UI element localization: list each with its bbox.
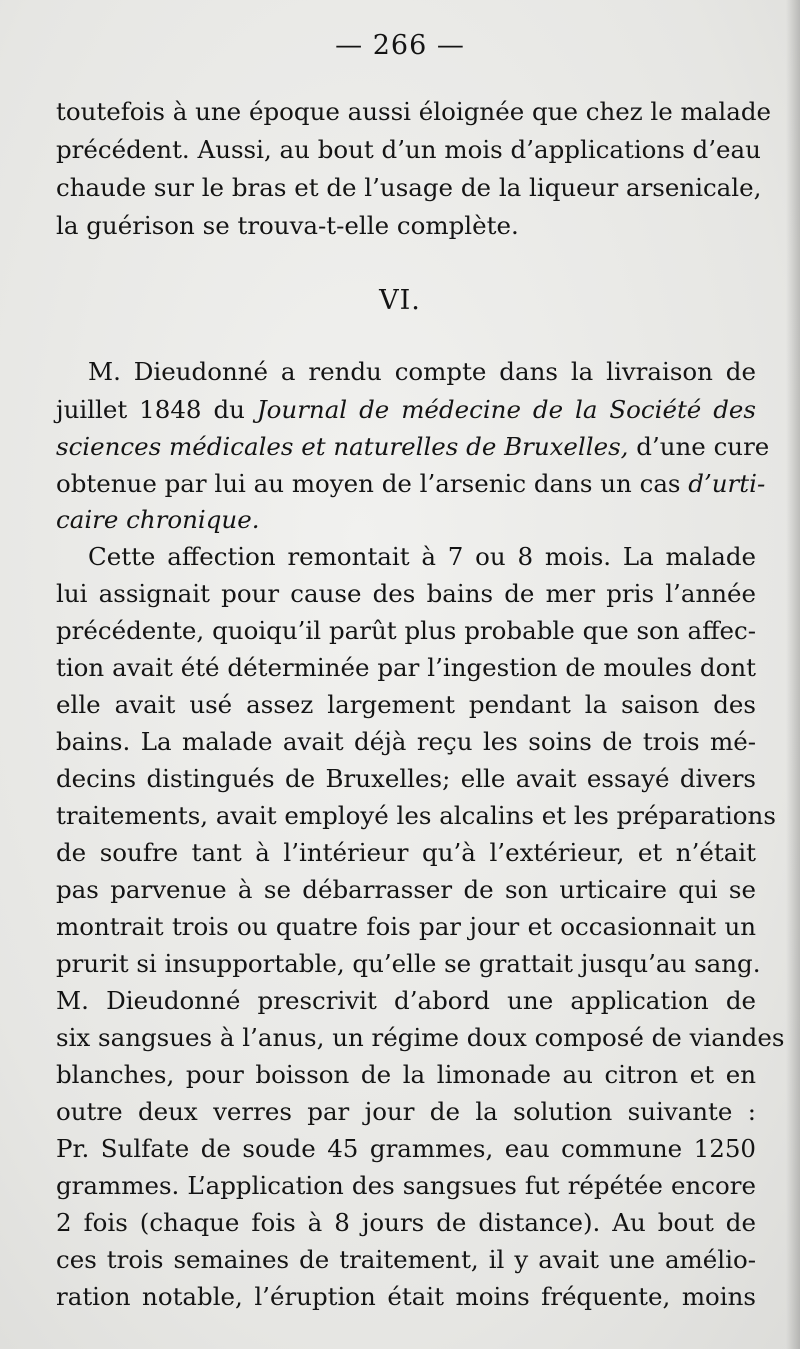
text-line [56,797,776,835]
text-line [56,465,766,503]
line-text: montrait trois ou quatre fois par jour et occasionnait un [56,912,756,941]
line-text: toutefois à une époque aussi éloignée que chez le malade [56,97,772,126]
line-text: de soufre tant à l’intérieur qu’à l’extérieur, et n’était [56,838,756,867]
italic-text: caire chronique. [56,505,260,534]
text-line [56,1167,756,1205]
line-text: lui assignait pour cause des bains de mer pris l’année [56,579,756,608]
line-text: decins distingués de Bruxelles; elle avait essayé divers [56,764,756,793]
text-line [56,428,770,466]
text-line [56,131,761,169]
line-text: la guérison se trouva-t-elle complète. [56,211,519,240]
text-line [56,207,756,245]
text-line [56,945,761,983]
text-line [56,1241,756,1279]
page-number: — 266 — [335,30,465,61]
text-line [56,1278,756,1316]
italic-text: d’urti- [688,469,766,498]
line-text: Cette affection remontait à 7 ou 8 mois. La malade [88,542,756,571]
text-line [56,1130,756,1168]
text-line [56,649,756,687]
text-line [56,723,756,761]
line-text: 2 fois (chaque fois à 8 jours de distance). Au bout de [56,1208,756,1237]
line-text: M. Dieudonné prescrivit d’abord une application de [56,986,756,1015]
line-text: juillet 1848 du [56,395,257,424]
italic-text: Journal de médecine de la Société des [256,395,757,424]
line-text: d’une cure [628,432,770,461]
line-text: ration notable, l’éruption était moins fréquente, moins [56,1282,756,1311]
line-text: M. Dieudonné a rendu compte dans la livraison de [88,357,756,386]
italic-text: sciences médicales et naturelles de Bruxelles, [56,432,629,461]
line-text: blanches, pour boisson de la limonade au citron et en [56,1060,756,1089]
text-line [56,834,756,872]
text-line [56,908,756,946]
line-text: outre deux verres par jour de la solution suivante : [56,1097,756,1126]
text-line [56,982,756,1020]
line-text: chaude sur le bras et de l’usage de la liqueur arsenicale, [56,173,762,202]
line-text: tion avait été déterminée par l’ingestion de moules dont [56,653,756,682]
text-line [56,1056,756,1094]
line-text: ces trois semaines de traitement, il y avait une amélio- [56,1245,756,1274]
text-line [56,1019,785,1057]
line-text: pas parvenue à se débarrasser de son urticaire qui se [56,875,756,904]
text-line [56,169,762,207]
text-line [56,93,772,131]
text-line [56,575,756,613]
line-text: six sangsues à l’anus, un régime doux composé de viandes [56,1023,785,1052]
text-line [56,612,756,650]
section-title: VI. [379,285,421,316]
line-text: Pr. Sulfate de soude 45 grammes, eau commune 1250 [56,1134,756,1163]
text-line [56,1093,756,1131]
text-line [56,391,756,429]
line-text: précédente, quoiqu’il parût plus probable que son affec- [56,616,756,645]
line-text: elle avait usé assez largement pendant la saison des [56,690,756,719]
text-line [56,871,756,909]
line-text: précédent. Aussi, au bout d’un mois d’applications d’eau [56,135,761,164]
text-line [88,353,756,391]
page-edge-shadow [786,0,800,1349]
line-text: prurit si insupportable, qu’elle se grattait jusqu’au sang. [56,949,761,978]
text-line [88,538,756,576]
line-text: obtenue par lui au moyen de l’arsenic dans un cas [56,469,689,498]
text-line [56,760,756,798]
text-line [56,1204,756,1242]
text-line [56,686,756,724]
line-text: traitements, avait employé les alcalins et les préparations [56,801,776,830]
text-line [56,501,756,539]
line-text: grammes. L’application des sangsues fut répétée encore [56,1171,756,1200]
line-text: bains. La malade avait déjà reçu les soins de trois mé- [56,727,756,756]
